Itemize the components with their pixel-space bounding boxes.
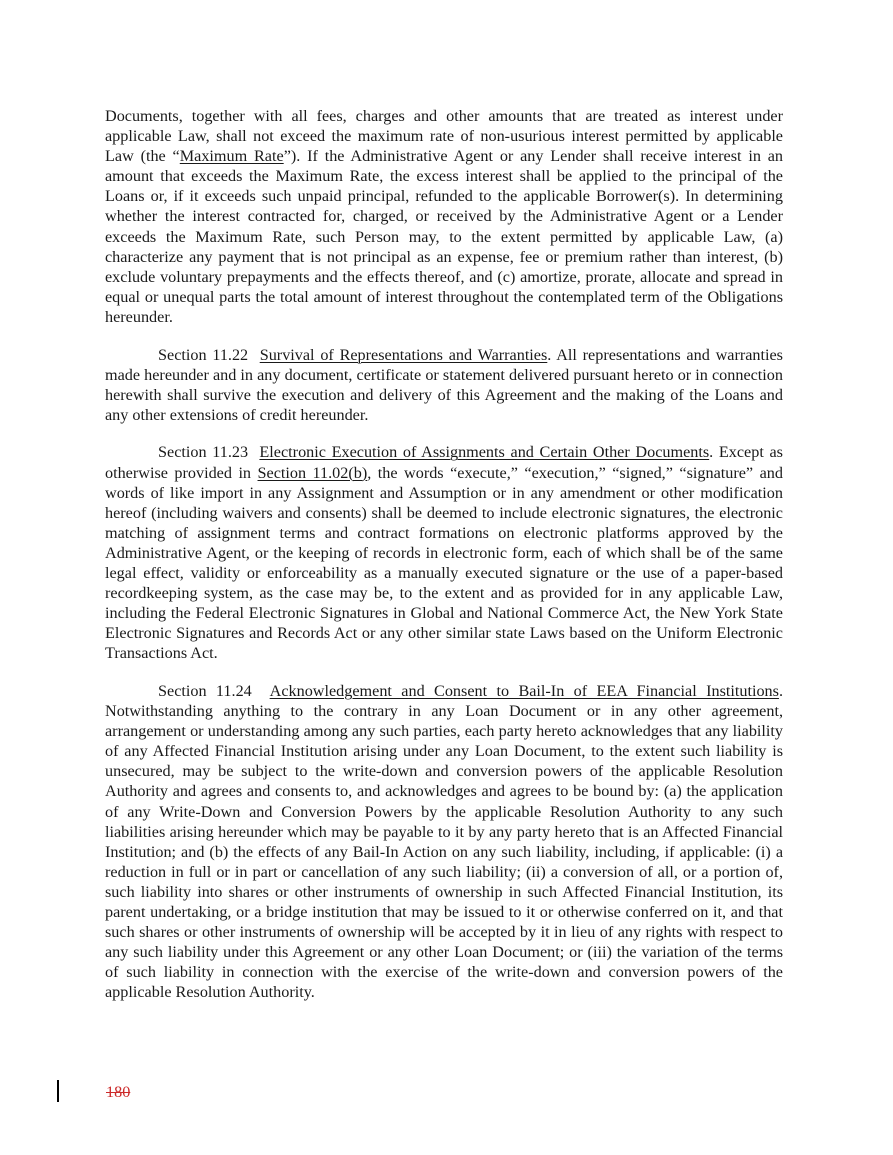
section-heading: Electronic Execution of Assignments and Certain Other Documents [259, 443, 710, 462]
paragraph-text: Documents, together with all fees, charges and other amounts that are treated as interest under applicable Law, shall not exceed the maximum rate of non-usurious interest permitted by applicable Law (the “ [105, 107, 783, 166]
section-number: Section 11.24 [158, 681, 252, 700]
section-number: Section 11.22 [158, 345, 249, 364]
section-body: . All representations and warranties made hereunder and in any document, certificate or statement delivered pursuant hereto or in connection herewith shall survive the execution and delivery of this Agreement and the making of the Loans and any other extensions of credit hereunder. [105, 345, 783, 424]
section-11-24 [105, 681, 783, 1003]
section-number: Section 11.23 [158, 443, 249, 462]
paragraph-text: ”). If the Administrative Agent or any Lender shall receive interest in an amount that exceeds the Maximum Rate, the excess interest shall be applied to the principal of the Loans or, if it exceeds such unpaid principal, refunded to the applicable Borrower(s). In determining whether the interest contracted for, charged, or received by the Administrative Agent or a Lender exceeds the Maximum Rate, such Person may, to the extent permitted by applicable Law, (a) characterize any payment that is not principal as an expense, fee or premium rather than interest, (b) exclude voluntary prepayments and the effects thereof, and (c) amortize, prorate, allocate and spread in equal or unequal parts the total amount of interest throughout the contemplated term of the Obligations hereunder. [105, 147, 784, 326]
page-number: 180 [106, 1083, 131, 1101]
section-body: . Except as otherwise provided in [105, 443, 783, 482]
section-heading: Acknowledgement and Consent to Bail-In of EEA Financial Institutions [269, 681, 779, 700]
document-body [105, 106, 783, 1002]
paragraph-maximum-rate [105, 106, 783, 327]
defined-term-maximum-rate: Maximum Rate [179, 147, 284, 166]
section-heading: Survival of Representations and Warranties [259, 345, 548, 364]
cross-reference-link[interactable]: Section 11.02(b) [257, 463, 368, 482]
revision-change-bar [57, 1080, 59, 1102]
section-body: , the words “execute,” “execution,” “signed,” “signature” and words of like import in any Assignment and Assumption or in any amendment or other modification hereof (including waivers and consents) shall be deemed to include electronic signatures, the electronic matching of assignment terms and contract formations on electronic platforms approved by the Administrative Agent, or the keeping of records in electronic form, each of which shall be of the same legal effect, validity or enforceability as a manually executed signature or the use of a paper-based recordkeeping system, as the case may be, to the extent and as provided for in any applicable Law, including the Federal Electronic Signatures in Global and National Commerce Act, the New York State Electronic Signatures and Records Act or any other similar state Laws based on the Uniform Electronic Transactions Act. [105, 463, 783, 663]
section-11-22 [105, 345, 783, 425]
section-body: . Notwithstanding anything to the contrary in any Loan Document or in any other agreement, arrangement or understanding among any such parties, each party hereto acknowledges that any liability of any Affected Financial Institution arising under any Loan Document, to the extent such liability is unsecured, may be subject to the write-down and conversion powers of the applicable Resolution Authority and agrees and consents to, and acknowledges and agrees to be bound by: (a) the application of any Write-Down and Conversion Powers by the applicable Resolution Authority to any such liabilities arising hereunder which may be payable to it by any party hereto that is an Affected Financial Institution; and (b) the effects of any Bail-In Action on any such liability, including, if applicable: (i) a reduction in full or in part or cancellation of any such liability; (ii) a conversion of all, or a portion of, such liability into shares or other instruments of ownership in such Affected Financial Institution, its parent undertaking, or a bridge institution that may be issued to it or otherwise conferred on it, and that such shares or other instruments of ownership will be accepted by it in lieu of any rights with respect to any such liability under this Agreement or any other Loan Document; or (iii) the variation of the terms of such liability in connection with the exercise of the write-down and conversion powers of the applicable Resolution Authority. [105, 681, 783, 1002]
section-11-23 [105, 442, 783, 663]
